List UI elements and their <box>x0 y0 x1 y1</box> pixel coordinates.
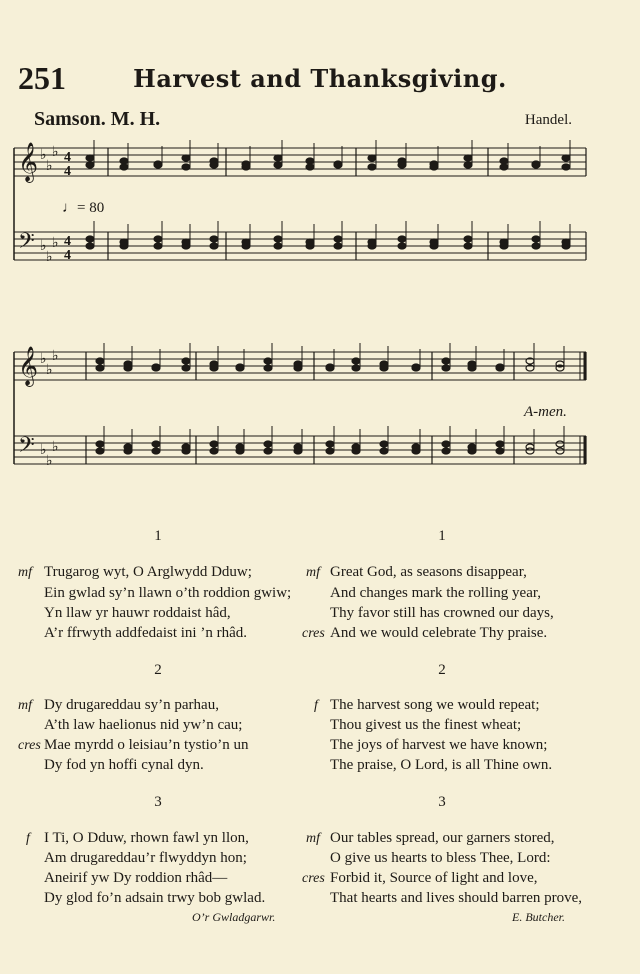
note-head <box>154 243 162 249</box>
english-line: Our tables spread, our garners stored, <box>330 830 555 846</box>
note-head <box>562 155 570 161</box>
bass-clef-icon: 𝄢 <box>18 229 35 259</box>
english-dynamic: mf <box>306 565 320 580</box>
note-head <box>306 243 314 249</box>
note-head <box>442 365 450 371</box>
welsh-line: Mae myrdd o leisiau’n tystio’n un <box>44 737 249 753</box>
note-head <box>182 243 190 249</box>
note-head <box>556 448 564 454</box>
note-head <box>334 236 342 242</box>
note-head <box>468 448 476 454</box>
note-head <box>430 243 438 249</box>
welsh-dynamic: cres <box>18 738 41 753</box>
bass-clef-icon: 𝄢 <box>18 433 35 463</box>
welsh-dynamic: mf <box>18 565 32 580</box>
note-head <box>368 155 376 161</box>
note-head <box>380 365 388 371</box>
flat-icon: ♭ <box>46 158 53 174</box>
welsh-dynamic: f <box>26 831 30 846</box>
note-head <box>398 236 406 242</box>
treble-clef-icon: 𝄞 <box>18 142 39 182</box>
note-head <box>464 162 472 168</box>
time-signature: 4 <box>64 164 71 179</box>
flat-icon: ♭ <box>52 439 59 455</box>
note-head <box>352 365 360 371</box>
note-head <box>96 358 104 364</box>
flat-icon: ♭ <box>52 144 59 160</box>
note-head <box>152 365 160 371</box>
note-head <box>398 162 406 168</box>
flat-icon: ♭ <box>52 235 59 251</box>
note-head <box>124 448 132 454</box>
note-head <box>496 365 504 371</box>
note-head <box>562 164 570 170</box>
note-head <box>264 448 272 454</box>
note-head <box>532 162 540 168</box>
note-head <box>264 365 272 371</box>
note-head <box>442 358 450 364</box>
time-signature: 4 <box>64 150 71 165</box>
note-head <box>326 441 334 447</box>
note-head <box>120 164 128 170</box>
english-line: The praise, O Lord, is all Thine own. <box>330 757 553 773</box>
english-line: That hearts and lives should barren prove, <box>330 890 583 906</box>
english-line: And changes mark the rolling year, <box>330 585 541 601</box>
note-head <box>264 358 272 364</box>
treble-clef-icon: 𝄞 <box>18 346 39 386</box>
note-head <box>182 365 190 371</box>
note-head <box>526 448 534 454</box>
welsh-line: Ein gwlad sy’n llawn o’th roddion gwiw; <box>44 585 292 601</box>
english-line: Thou givest us the finest wheat; <box>330 717 522 733</box>
english-line: The joys of harvest we have known; <box>330 737 548 753</box>
note-head <box>380 448 388 454</box>
tune-name: Samson. M. H. <box>34 108 161 130</box>
hymn-title: Harvest and Thanksgiving. <box>133 64 507 93</box>
note-head <box>556 441 564 447</box>
note-head <box>334 162 342 168</box>
note-head <box>442 441 450 447</box>
note-head <box>562 243 570 249</box>
welsh-verse-number: 1 <box>154 528 162 544</box>
note-head <box>182 358 190 364</box>
flat-icon: ♭ <box>46 453 53 469</box>
note-head <box>274 243 282 249</box>
english-line: O give us hearts to bless Thee, Lord: <box>330 850 551 866</box>
note-head <box>532 243 540 249</box>
english-dynamic: mf <box>306 831 320 846</box>
note-head <box>464 155 472 161</box>
note-head <box>442 448 450 454</box>
note-head <box>500 243 508 249</box>
welsh-line: Dy drugareddau sy’n parhau, <box>44 697 219 713</box>
note-head <box>236 448 244 454</box>
note-head <box>468 365 476 371</box>
welsh-line: I Ti, O Dduw, rhown fawl yn llon, <box>44 830 249 846</box>
english-verse-number: 2 <box>438 662 446 678</box>
english-credit: E. Butcher. <box>512 910 565 924</box>
english-line: The harvest song we would repeat; <box>330 697 540 713</box>
note-head <box>274 162 282 168</box>
note-head <box>182 164 190 170</box>
welsh-line: A’th law haelionus nid yw’n cau; <box>44 717 243 733</box>
flat-icon: ♭ <box>40 442 47 458</box>
flat-icon: ♭ <box>46 362 53 378</box>
note-head <box>464 243 472 249</box>
note-head <box>210 236 218 242</box>
note-head <box>96 448 104 454</box>
welsh-line: Trugarog wyt, O Arglwydd Dduw; <box>44 564 252 580</box>
note-head <box>86 155 94 161</box>
note-head <box>368 164 376 170</box>
note-head <box>182 448 190 454</box>
note-head <box>412 365 420 371</box>
english-line: Forbid it, Source of light and love, <box>330 870 538 886</box>
welsh-line: A’r ffrwyth addfedaist ini ’n rhâd. <box>44 625 247 641</box>
note-head <box>182 155 190 161</box>
note-head <box>380 441 388 447</box>
english-line: Great God, as seasons disappear, <box>330 564 527 580</box>
note-head <box>152 448 160 454</box>
note-head <box>124 365 132 371</box>
note-head <box>242 164 250 170</box>
note-head <box>430 164 438 170</box>
note-head <box>352 448 360 454</box>
english-dynamic: f <box>314 698 318 713</box>
time-signature: 4 <box>64 248 71 263</box>
note-head <box>464 236 472 242</box>
note-head <box>264 441 272 447</box>
note-head <box>306 158 314 164</box>
note-head <box>496 448 504 454</box>
note-head <box>294 365 302 371</box>
note-head <box>274 155 282 161</box>
note-head <box>86 236 94 242</box>
note-head <box>294 448 302 454</box>
note-head <box>500 164 508 170</box>
note-head <box>326 448 334 454</box>
welsh-credit: O’r Gwladgarwr. <box>192 910 276 924</box>
note-head <box>242 243 250 249</box>
note-head <box>500 158 508 164</box>
composer-name: Handel. <box>524 112 572 128</box>
time-signature: 4 <box>64 234 71 249</box>
note-head <box>274 236 282 242</box>
flat-icon: ♭ <box>52 348 59 364</box>
note-head <box>210 243 218 249</box>
hymn-number: 251 <box>18 60 66 96</box>
note-head <box>368 243 376 249</box>
flat-icon: ♭ <box>46 249 53 265</box>
note-head <box>96 365 104 371</box>
amen-label: A-men. <box>524 404 567 420</box>
welsh-line: Am drugareddau’r flwyddyn hon; <box>44 850 247 866</box>
english-line: Thy favor still has crowned our days, <box>330 605 554 621</box>
note-head <box>496 441 504 447</box>
note-head <box>120 243 128 249</box>
note-head <box>120 158 128 164</box>
note-head <box>398 243 406 249</box>
note-head <box>334 243 342 249</box>
note-head <box>210 162 218 168</box>
flat-icon: ♭ <box>40 238 47 254</box>
note-head <box>236 365 244 371</box>
note-head <box>412 448 420 454</box>
note-head <box>352 358 360 364</box>
welsh-verse-number: 2 <box>154 662 162 678</box>
welsh-dynamic: mf <box>18 698 32 713</box>
welsh-verse-number: 3 <box>154 794 162 810</box>
note-head <box>210 441 218 447</box>
english-dynamic: cres <box>302 626 325 641</box>
note-head <box>306 164 314 170</box>
english-verse-number: 1 <box>438 528 446 544</box>
flat-icon: ♭ <box>40 147 47 163</box>
welsh-line: Yn llaw yr hauwr roddaist hâd, <box>44 605 231 621</box>
note-head <box>152 441 160 447</box>
english-verse-number: 3 <box>438 794 446 810</box>
welsh-line: Dy glod fo’n adsain trwy bob gwlad. <box>44 890 266 906</box>
flat-icon: ♭ <box>40 351 47 367</box>
welsh-line: Dy fod yn hoffi cynal dyn. <box>44 757 204 773</box>
note-head <box>86 162 94 168</box>
note-head <box>210 448 218 454</box>
note-head <box>96 441 104 447</box>
note-head <box>154 236 162 242</box>
note-head <box>532 236 540 242</box>
english-dynamic: cres <box>302 871 325 886</box>
note-head <box>210 365 218 371</box>
welsh-line: Aneirif yw Dy roddion rhâd— <box>44 870 228 886</box>
note-head <box>154 162 162 168</box>
note-head <box>326 365 334 371</box>
note-head <box>86 243 94 249</box>
tempo-marking: ♩= 80 <box>62 200 105 216</box>
english-line: And we would celebrate Thy praise. <box>330 625 548 641</box>
